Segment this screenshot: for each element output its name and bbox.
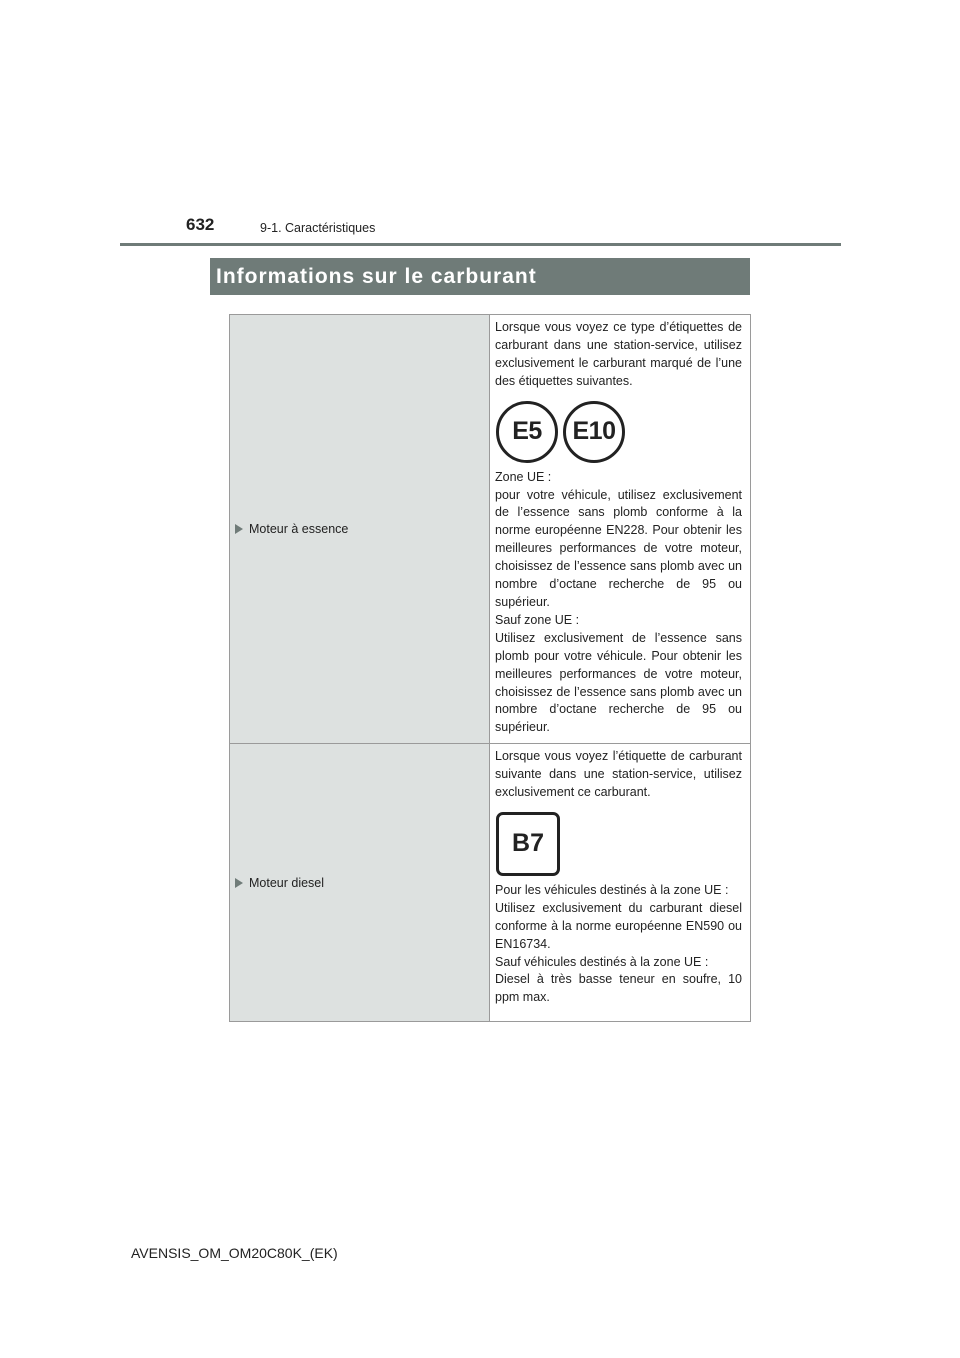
row-body-line: pour votre véhicule, utilisez exclusivement de l’essence sans plomb conforme à la norme européenne EN228. Pour obtenir les meilleures performances de votre moteur, choisissez de l’essence sans plomb avec un nombre d’octane recherche de 95 ou supérieur. [495, 487, 742, 609]
row-intro: Lorsque vous voyez l’étiquette de carburant suivante dans une station-service, utilisez exclusivement ce carburant. [495, 749, 742, 800]
row-description-cell [490, 744, 751, 1022]
table-row [230, 744, 751, 1022]
row-body-line: Sauf véhicules destinés à la zone UE : [495, 954, 709, 969]
table-row [230, 315, 751, 744]
header-divider [120, 243, 841, 246]
triangle-bullet-icon [235, 878, 243, 888]
row-label-cell [230, 744, 490, 1022]
fuel-label-e10-badge: E10 [563, 401, 625, 463]
section-title: Informations sur le carburant [216, 264, 537, 288]
row-body-line: Zone UE : [495, 469, 552, 484]
row-intro: Lorsque vous voyez ce type d’étiquettes de carburant dans une station-service, utilisez exclusivement le carburant marqué de l’une des étiquettes suivantes. [495, 320, 742, 388]
row-body-line: Utilisez exclusivement de l’essence sans plomb pour votre véhicule. Pour obtenir les meilleures performances de votre moteur, choisissez de l’essence sans plomb avec un nombre d’octane recherche de 95 ou supérieur. [495, 630, 742, 735]
triangle-bullet-icon [235, 524, 243, 534]
row-label-cell [230, 315, 490, 744]
row-label: Moteur diesel [249, 875, 325, 890]
row-label: Moteur à essence [249, 522, 349, 537]
row-body-line: Sauf zone UE : [495, 612, 580, 627]
row-body-line: Diesel à très basse teneur en soufre, 10 ppm max. [495, 972, 742, 1005]
row-body-line: Pour les véhicules destinés à la zone UE : [495, 882, 729, 897]
fuel-label-e5-badge: E5 [496, 401, 558, 463]
fuel-label-badges [496, 401, 742, 463]
fuel-label-b7-badge: B7 [496, 812, 560, 876]
section-title-bar [210, 258, 750, 295]
document-reference: AVENSIS_OM_OM20C80K_(EK) [131, 1245, 338, 1261]
section-label: 9-1. Caractéristiques [260, 221, 376, 235]
row-body-line: Utilisez exclusivement du carburant diesel conforme à la norme européenne EN590 ou EN16734. [495, 900, 742, 951]
page-number: 632 [186, 215, 215, 234]
row-description-cell [490, 315, 751, 744]
fuel-info-table [229, 314, 751, 1022]
